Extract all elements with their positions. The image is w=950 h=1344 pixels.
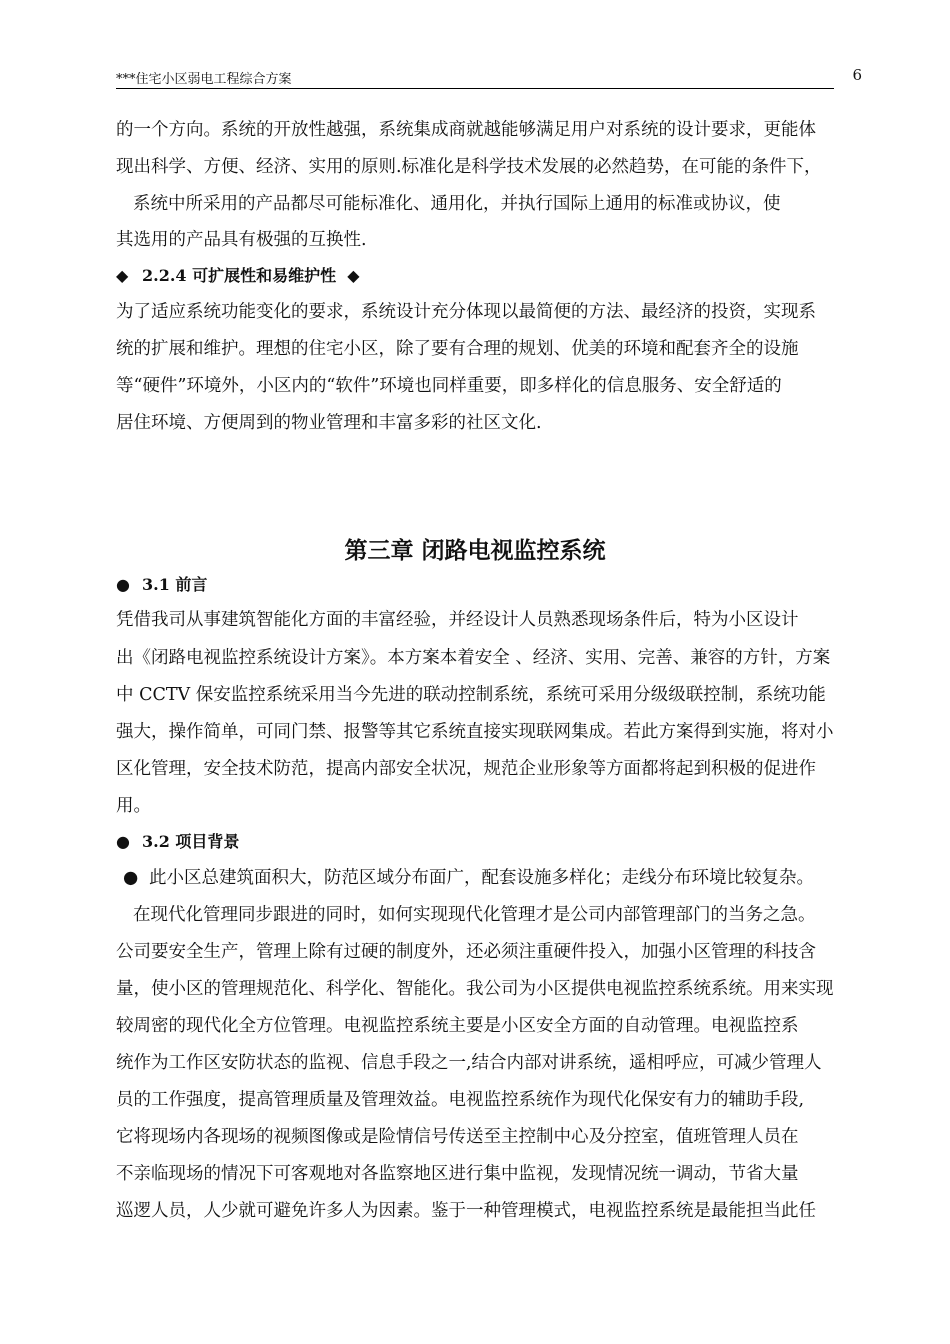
paragraph-line: 巡逻人员，人少就可避免许多人为因素。鉴于一种管理模式，电视监控系统是最能担当此任 xyxy=(116,1201,816,1221)
diamond-bullet-icon: ◆ xyxy=(347,266,360,285)
section-heading-3-2 xyxy=(116,830,239,854)
paragraph-line: 现出科学、方便、经济、实用的原则.标准化是科学技术发展的必然趋势，在可能的条件下， xyxy=(116,157,822,177)
paragraph-line: 区化管理，安全技术防范，提高内部安全状况，规范企业形象等方面都将起到积极的促进作 xyxy=(116,759,816,779)
paragraph-line: 强大，操作简单，可同门禁、报警等其它系统直接实现联网集成。若此方案得到实施，将对小 xyxy=(116,722,834,742)
chapter-title: 第三章 闭路电视监控系统 xyxy=(344,537,606,564)
paragraph-line: 凭借我司从事建筑智能化方面的丰富经验，并经设计人员熟悉现场条件后，特为小区设计 xyxy=(116,610,799,630)
paragraph-line: 统的扩展和维护。理想的住宅小区，除了要有合理的规划、优美的环境和配套齐全的设施 xyxy=(116,339,799,359)
section-title: 3.2 项目背景 xyxy=(142,832,240,851)
header-title: ***住宅小区弱电工程综合方案 xyxy=(116,72,292,87)
section-title: 3.1 前言 xyxy=(142,575,208,594)
paragraph-line: 居住环境、方便周到的物业管理和丰富多彩的社区文化. xyxy=(116,413,542,433)
paragraph-line: 为了适应系统功能变化的要求，系统设计充分体现以最简便的方法、最经济的投资，实现系 xyxy=(116,302,816,322)
paragraph-line: 中 CCTV 保安监控系统采用当今先进的联动控制系统，系统可采用分级级联控制，系统功能 xyxy=(116,685,826,705)
paragraph-line: 它将现场内各现场的视频图像或是险情信号传送至主控制中心及分控室，值班管理人员在 xyxy=(116,1127,799,1147)
section-title: 2.2.4 可扩展性和易维护性 xyxy=(142,266,337,285)
paragraph-line: 在现代化管理同步跟进的同时，如何实现现代化管理才是公司内部管理部门的当务之急。 xyxy=(133,905,816,925)
circle-bullet-icon: ● xyxy=(116,832,130,851)
paragraph-line: 系统中所采用的产品都尽可能标准化、通用化，并执行国际上通用的标准或协议，使 xyxy=(133,194,781,214)
diamond-bullet-icon: ◆ xyxy=(116,266,129,285)
circle-bullet-icon: ● xyxy=(123,868,139,888)
paragraph-line: 其选用的产品具有极强的互换性. xyxy=(116,230,367,250)
sub-bullet-line xyxy=(123,866,814,890)
paragraph-line: 量，使小区的管理规范化、科学化、智能化。我公司为小区提供电视监控系统系统。用来实现 xyxy=(116,979,834,999)
paragraph-line: 不亲临现场的情况下可客观地对各监察地区进行集中监视，发现情况统一调动，节省大量 xyxy=(116,1164,799,1184)
paragraph-line: 出《闭路电视监控系统设计方案》。本方案本着安全 、经济、实用、完善、兼容的方针，方案 xyxy=(116,648,831,668)
paragraph-line: 的一个方向。系统的开放性越强，系统集成商就越能够满足用户对系统的设计要求，更能体 xyxy=(116,120,816,140)
paragraph-line: 公司要安全生产，管理上除有过硬的制度外，还必须注重硬件投入，加强小区管理的科技含 xyxy=(116,942,816,962)
paragraph-line: 用。 xyxy=(116,796,151,816)
paragraph-line: 统作为工作区安防状态的监视、信息手段之一,结合内部对讲系统，遥相呼应，可减少管理人 xyxy=(116,1053,822,1073)
paragraph-line: 员的工作强度，提高管理质量及管理效益。电视监控系统作为现代化保安有力的辅助手段, xyxy=(116,1090,805,1110)
paragraph-line: 等“硬件”环境外，小区内的“软件”环境也同样重要，即多样化的信息服务、安全舒适的 xyxy=(116,376,782,396)
circle-bullet-icon: ● xyxy=(116,575,130,594)
page-number: 6 xyxy=(852,66,862,84)
section-heading-2-2-4 xyxy=(116,264,360,288)
page-header xyxy=(116,66,862,89)
sub-bullet-text: 此小区总建筑面积大，防范区域分布面广，配套设施多样化；走线分布环境比较复杂。 xyxy=(149,868,814,888)
section-heading-3-1 xyxy=(116,573,207,597)
paragraph-line: 较周密的现代化全方位管理。电视监控系统主要是小区安全方面的自动管理。电视监控系 xyxy=(116,1016,799,1036)
